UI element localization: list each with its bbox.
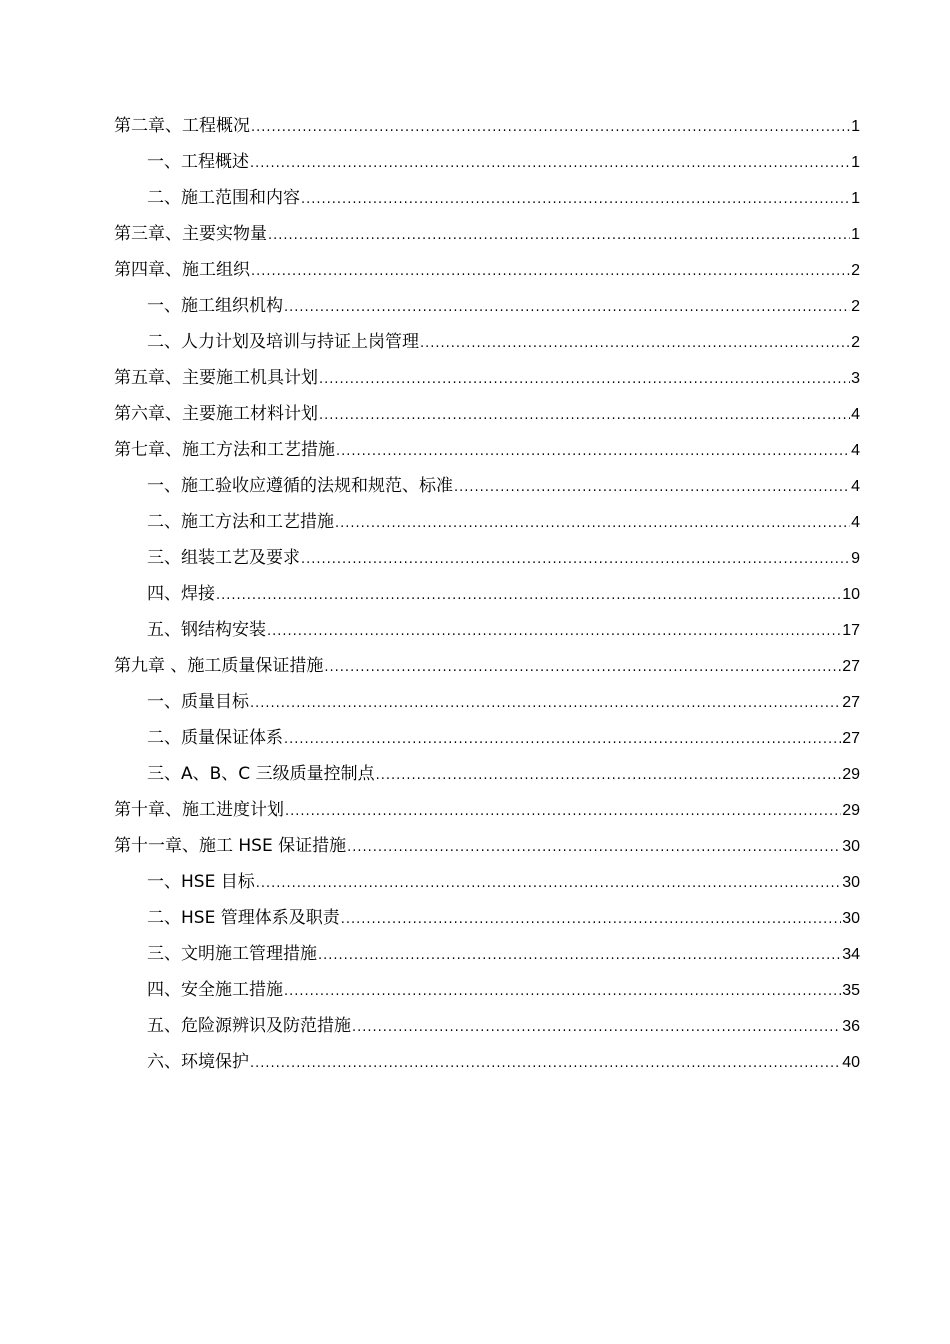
toc-entry[interactable] [114, 648, 860, 684]
toc-dot-leader [251, 254, 850, 290]
toc-entry[interactable] [114, 252, 860, 288]
toc-entry[interactable] [114, 972, 860, 1008]
toc-entry-title: 四、焊接 [147, 584, 215, 604]
toc-page-number: 1 [851, 190, 860, 207]
toc-dot-leader [318, 938, 841, 974]
toc-entry-title: 第十章、施工进度计划 [114, 800, 284, 820]
toc-entry-title: 第四章、施工组织 [114, 260, 250, 280]
toc-dot-leader [267, 614, 841, 650]
toc-dot-leader [284, 290, 850, 326]
toc-dot-leader [319, 398, 850, 434]
toc-entry[interactable] [114, 216, 860, 252]
toc-dot-leader [285, 794, 841, 830]
toc-page-number: 30 [842, 838, 860, 855]
toc-entry[interactable] [114, 828, 860, 864]
toc-entry-title: 一、施工组织机构 [147, 296, 283, 316]
toc-dot-leader [250, 686, 841, 722]
toc-entry[interactable] [114, 720, 860, 756]
toc-page-number: 2 [851, 334, 860, 351]
toc-dot-leader [335, 506, 850, 542]
toc-page-number: 35 [842, 982, 860, 999]
toc-page-number: 30 [842, 874, 860, 891]
table-of-contents [114, 108, 860, 1080]
toc-entry-title: 二、人力计划及培训与持证上岗管理 [147, 332, 419, 352]
toc-entry-title: 一、施工验收应遵循的法规和规范、标准 [147, 476, 453, 496]
toc-entry[interactable] [114, 288, 860, 324]
toc-entry[interactable] [114, 360, 860, 396]
toc-dot-leader [352, 1010, 841, 1046]
toc-page-number: 27 [842, 730, 860, 747]
toc-dot-leader [454, 470, 850, 506]
toc-dot-leader [216, 578, 841, 614]
toc-page-number: 4 [851, 514, 860, 531]
toc-page-number: 1 [851, 118, 860, 135]
toc-entry-title: 三、A、B、C 三级质量控制点 [147, 764, 375, 784]
toc-dot-leader [319, 362, 850, 398]
toc-page-number: 4 [851, 442, 860, 459]
toc-entry-title: 一、质量目标 [147, 692, 249, 712]
toc-dot-leader [347, 830, 841, 866]
toc-page-number: 4 [851, 478, 860, 495]
toc-dot-leader [301, 542, 850, 578]
toc-entry-title: 四、安全施工措施 [147, 980, 283, 1000]
toc-page-number: 10 [842, 586, 860, 603]
toc-page-number: 1 [851, 226, 860, 243]
toc-page-number: 29 [842, 802, 860, 819]
toc-entry-title: 第三章、主要实物量 [114, 224, 267, 244]
toc-dot-leader [301, 182, 850, 218]
toc-entry[interactable] [114, 324, 860, 360]
toc-page-number: 9 [851, 550, 860, 567]
toc-entry[interactable] [114, 576, 860, 612]
toc-page-number: 4 [851, 406, 860, 423]
toc-entry-title: 三、文明施工管理措施 [147, 944, 317, 964]
toc-entry[interactable] [114, 432, 860, 468]
toc-entry[interactable] [114, 180, 860, 216]
toc-page-number: 27 [842, 658, 860, 675]
toc-entry-title: 一、HSE 目标 [147, 872, 255, 892]
toc-entry-title: 二、施工范围和内容 [147, 188, 300, 208]
toc-dot-leader [268, 218, 850, 254]
toc-dot-leader [250, 1046, 841, 1082]
toc-entry-title: 五、钢结构安装 [147, 620, 266, 640]
toc-entry[interactable] [114, 468, 860, 504]
toc-entry-title: 五、危险源辨识及防范措施 [147, 1016, 351, 1036]
toc-page-number: 29 [842, 766, 860, 783]
toc-page-number: 36 [842, 1018, 860, 1035]
toc-page-number: 2 [851, 298, 860, 315]
toc-entry-title: 第十一章、施工 HSE 保证措施 [114, 836, 347, 856]
toc-entry-title: 第七章、施工方法和工艺措施 [114, 440, 335, 460]
toc-entry-title: 第五章、主要施工机具计划 [114, 368, 318, 388]
toc-dot-leader [376, 758, 842, 794]
toc-dot-leader [256, 866, 841, 902]
toc-page-number: 3 [851, 370, 860, 387]
toc-entry[interactable] [114, 684, 860, 720]
toc-dot-leader [324, 650, 841, 686]
toc-entry[interactable] [114, 540, 860, 576]
toc-entry-title: 第二章、工程概况 [114, 116, 250, 136]
toc-page-number: 1 [851, 154, 860, 171]
toc-entry[interactable] [114, 756, 860, 792]
toc-entry[interactable] [114, 144, 860, 180]
toc-dot-leader [284, 974, 841, 1010]
toc-dot-leader [284, 722, 841, 758]
toc-page-number: 34 [842, 946, 860, 963]
toc-dot-leader [251, 110, 850, 146]
toc-entry-title: 三、组装工艺及要求 [147, 548, 300, 568]
toc-page-number: 30 [842, 910, 860, 927]
toc-dot-leader [341, 902, 841, 938]
toc-entry-title: 一、工程概述 [147, 152, 249, 172]
toc-dot-leader [420, 326, 850, 362]
toc-entry[interactable] [114, 864, 860, 900]
toc-entry[interactable] [114, 1008, 860, 1044]
toc-entry[interactable] [114, 936, 860, 972]
toc-page-number: 40 [842, 1054, 860, 1071]
toc-entry-title: 二、质量保证体系 [147, 728, 283, 748]
toc-entry-title: 六、环境保护 [147, 1052, 249, 1072]
toc-entry-title: 第九章 、施工质量保证措施 [114, 656, 324, 676]
toc-entry-title: 第六章、主要施工材料计划 [114, 404, 318, 424]
toc-entry[interactable] [114, 792, 860, 828]
toc-entry-title: 二、HSE 管理体系及职责 [147, 908, 340, 928]
toc-entry[interactable] [114, 612, 860, 648]
toc-entry[interactable] [114, 1044, 860, 1080]
toc-dot-leader [250, 146, 850, 182]
toc-entry[interactable] [114, 504, 860, 540]
toc-page-number: 17 [842, 622, 860, 639]
toc-entry[interactable] [114, 108, 860, 144]
toc-page-number: 2 [851, 262, 860, 279]
toc-entry-title: 二、施工方法和工艺措施 [147, 512, 334, 532]
toc-page-number: 27 [842, 694, 860, 711]
toc-entry[interactable] [114, 396, 860, 432]
toc-entry[interactable] [114, 900, 860, 936]
toc-dot-leader [336, 434, 850, 470]
